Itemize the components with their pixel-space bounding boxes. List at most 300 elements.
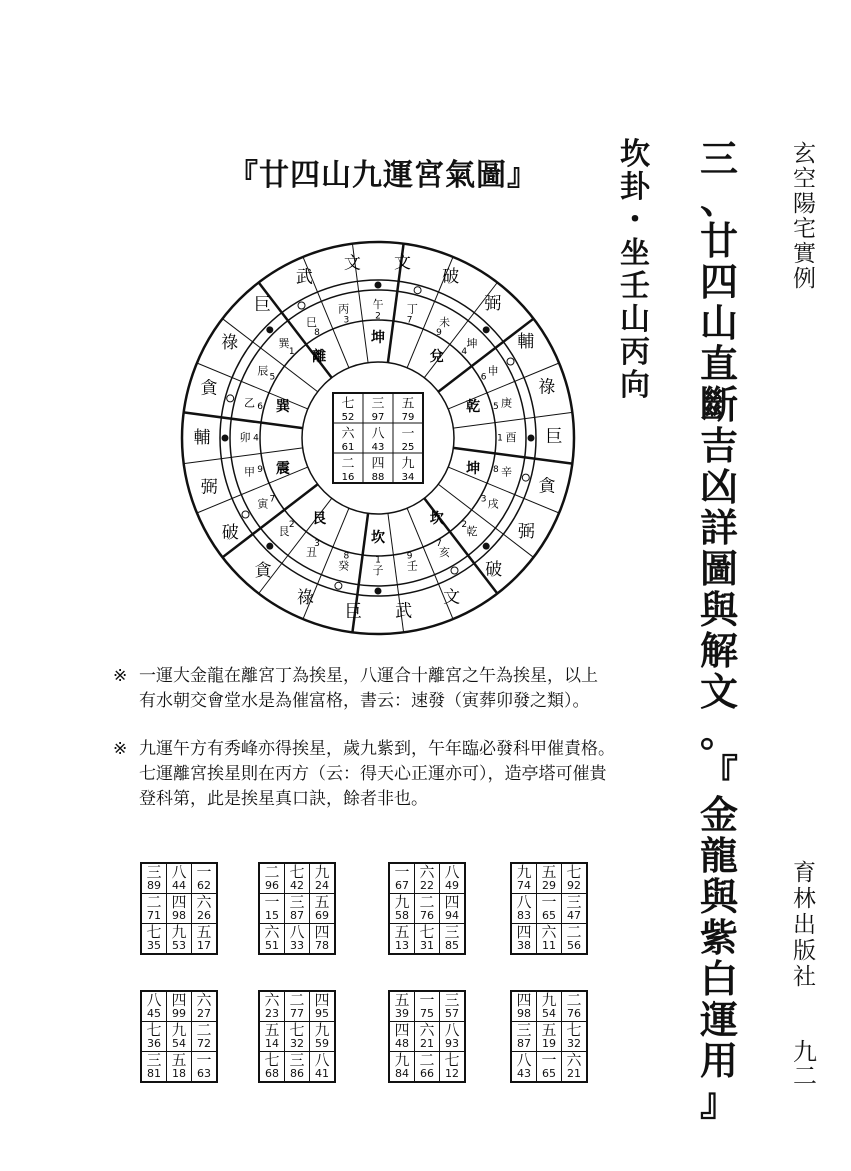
grid-nums: 95 — [315, 1007, 329, 1020]
outer-ring-label: 弼 — [200, 477, 218, 498]
trigram-label: 坤 — [466, 460, 481, 477]
grid-star: 七 — [419, 923, 435, 941]
mountain-number: 2 — [288, 519, 295, 530]
solid-dot — [528, 435, 535, 442]
mountain-number: 6 — [480, 372, 487, 383]
grid-nums: 38 — [517, 939, 531, 952]
grid-star: 七 — [566, 1021, 582, 1039]
mountain-number: 7 — [269, 494, 276, 505]
star-grid-cell — [141, 894, 167, 924]
subtitle-char: 坐 — [620, 236, 650, 271]
grid-nums: 87 — [517, 1037, 531, 1050]
star-grid-cell — [440, 863, 466, 894]
book-title-char: 宅 — [793, 216, 816, 242]
star-grid-cell — [511, 924, 537, 955]
star-grid-cell — [389, 924, 415, 955]
grid-nums: 93 — [445, 1037, 459, 1050]
note-line: 七運離宮挨星則在丙方（云：得天心正運亦可），造亭塔可催貴 — [139, 764, 607, 784]
mountain-number: 9 — [406, 551, 413, 562]
note-body — [139, 664, 598, 714]
outer-ring-label: 文 — [343, 253, 361, 274]
star-grid — [510, 862, 588, 955]
subtitle-char: ・ — [620, 203, 650, 238]
note-body — [139, 737, 615, 812]
star-grid-cell — [511, 1022, 537, 1052]
section-title-char: 紫 — [700, 915, 739, 960]
grid-star: 一 — [541, 893, 557, 911]
star-grid-cell — [192, 1052, 218, 1083]
mountain-number: 7 — [436, 539, 442, 550]
center-grid-star: 六 — [341, 426, 355, 442]
center-grid-star: 五 — [401, 396, 415, 412]
center-grid-nums: 61 — [341, 442, 355, 453]
hollow-dot — [507, 358, 514, 365]
page-number-char: 二 — [793, 1062, 817, 1090]
grid-star: 四 — [394, 1021, 410, 1039]
star-grid-cell — [537, 1022, 562, 1052]
center-grid-nums: 79 — [401, 412, 415, 423]
book-title-char: 空 — [793, 166, 816, 192]
grid-star: 二 — [419, 893, 435, 911]
note-line: 一運大金龍在離宮丁為挨星，八運合十離宮之午為挨星，以上 — [139, 666, 598, 686]
grid-star: 三 — [146, 1051, 162, 1069]
mountain-label: 丙 — [338, 302, 350, 316]
outer-ring-label: 祿 — [221, 332, 239, 353]
grid-nums: 65 — [542, 909, 556, 922]
grid-nums: 63 — [197, 1067, 211, 1080]
grid-nums: 41 — [315, 1067, 329, 1080]
star-grid-cell — [167, 924, 192, 955]
star-grid — [140, 990, 218, 1083]
outer-ring-label: 破 — [221, 523, 239, 544]
grid-nums: 81 — [147, 1067, 161, 1080]
grid-nums: 26 — [197, 909, 211, 922]
grid-nums: 23 — [265, 1007, 279, 1020]
center-grid-nums: 52 — [341, 412, 355, 423]
star-grid-cell — [259, 1052, 285, 1083]
section-title-char: 山 — [700, 300, 739, 345]
star-grid-cell — [310, 991, 336, 1022]
grid-nums: 99 — [172, 1007, 186, 1020]
outer-ring-label: 巨 — [545, 426, 563, 447]
star-grid-cell — [141, 991, 167, 1022]
trigram-label: 坎 — [429, 510, 444, 527]
mountain-number: 3 — [343, 315, 350, 326]
mountain-label: 乙 — [244, 396, 256, 410]
mountain-label: 丁 — [406, 302, 418, 316]
outer-ring-label: 文 — [443, 587, 461, 608]
grid-nums: 22 — [420, 879, 434, 892]
star-grid-cell — [415, 924, 440, 955]
grid-star: 三 — [146, 863, 162, 881]
grid-star: 二 — [196, 1021, 212, 1039]
hollow-dot — [227, 395, 234, 402]
section-title-char: 直 — [700, 341, 739, 386]
mountain-number: 8 — [343, 551, 350, 562]
grid-star: 八 — [146, 991, 162, 1009]
outer-ring-label: 輔 — [193, 428, 211, 449]
grid-star: 五 — [314, 893, 330, 911]
star-grid-cell — [562, 1022, 588, 1052]
center-grid-star: 三 — [371, 396, 385, 412]
outer-ring-label: 破 — [442, 267, 460, 288]
star-grid-cell — [259, 991, 285, 1022]
grid-star: 六 — [196, 893, 212, 911]
hollow-dot — [522, 474, 529, 481]
grid-nums: 65 — [542, 1067, 556, 1080]
grid-nums: 67 — [395, 879, 409, 892]
grid-nums: 94 — [445, 909, 459, 922]
grid-nums: 58 — [395, 909, 409, 922]
grid-star: 二 — [419, 1051, 435, 1069]
mountain-label: 辛 — [500, 465, 512, 479]
grid-nums: 77 — [290, 1007, 304, 1020]
grid-star: 二 — [566, 991, 582, 1009]
star-grid-cell — [562, 924, 588, 955]
section-title-char: 用 — [700, 1038, 739, 1083]
grid-star: 九 — [541, 991, 557, 1009]
grid-nums: 17 — [197, 939, 211, 952]
grid-star: 八 — [171, 863, 187, 881]
mountain-number: 9 — [436, 327, 442, 338]
grid-nums: 44 — [172, 879, 186, 892]
section-title-char: 文 — [700, 669, 739, 714]
section-title-char: 與 — [700, 874, 739, 919]
grid-star: 一 — [394, 863, 410, 881]
mountain-label: 午 — [372, 298, 384, 311]
grid-nums: 87 — [290, 909, 304, 922]
grid-nums: 76 — [567, 1007, 581, 1020]
grid-star: 四 — [314, 991, 330, 1009]
publisher-char: 育 — [793, 860, 816, 886]
star-grid-cell — [167, 1022, 192, 1052]
grid-nums: 57 — [445, 1007, 459, 1020]
outer-ring-label: 文 — [393, 253, 411, 274]
star-grid — [258, 990, 336, 1083]
diagram-title: 『廿四山九運宮氣圖』 — [228, 158, 538, 193]
note-mark: ※ — [113, 739, 128, 759]
star-grid-cell — [310, 1052, 336, 1083]
grid-star: 三 — [516, 1021, 532, 1039]
grid-star: 三 — [444, 991, 460, 1009]
grid-star: 七 — [146, 1021, 162, 1039]
section-title-char: 龍 — [700, 833, 739, 878]
grid-star: 九 — [516, 863, 532, 881]
star-grid-cell — [511, 863, 537, 894]
star-grid-cell — [415, 863, 440, 894]
grid-star: 五 — [541, 1021, 557, 1039]
grid-nums: 76 — [420, 909, 434, 922]
book-title-char: 玄 — [793, 141, 816, 167]
grid-nums: 68 — [265, 1067, 279, 1080]
grid-nums: 21 — [420, 1037, 434, 1050]
grid-nums: 43 — [517, 1067, 531, 1080]
grid-star: 五 — [394, 991, 410, 1009]
grid-star: 五 — [264, 1021, 280, 1039]
section-title-char: 詳 — [700, 505, 739, 550]
star-grid-cell — [310, 894, 336, 924]
page-number — [793, 1040, 817, 1088]
outer-ring-label: 祿 — [538, 377, 556, 398]
trigram-label: 艮 — [312, 510, 327, 527]
outer-ring-label: 武 — [395, 601, 413, 622]
grid-nums: 29 — [542, 879, 556, 892]
grid-star: 四 — [516, 923, 532, 941]
grid-star: 四 — [516, 991, 532, 1009]
grid-star: 一 — [196, 863, 212, 881]
grid-star: 四 — [171, 893, 187, 911]
solid-dot — [266, 326, 273, 333]
trigram-label: 坎 — [371, 530, 385, 546]
grid-nums: 39 — [395, 1007, 409, 1020]
grid-star: 一 — [264, 893, 280, 911]
grid-nums: 85 — [445, 939, 459, 952]
section-title-char: 斷 — [700, 382, 739, 427]
grid-star: 一 — [541, 1051, 557, 1069]
grid-nums: 72 — [197, 1037, 211, 1050]
mountain-number: 9 — [257, 465, 264, 476]
grid-star: 六 — [264, 991, 280, 1009]
mountain-label: 亥 — [439, 546, 450, 560]
grid-nums: 48 — [395, 1037, 409, 1050]
star-grid-cell — [537, 991, 562, 1022]
outer-ring-label: 祿 — [296, 587, 314, 608]
grid-star: 九 — [314, 1021, 330, 1039]
center-grid-star: 九 — [401, 456, 415, 472]
grid-star: 七 — [566, 863, 582, 881]
outer-ring-label: 輔 — [517, 331, 535, 352]
center-grid-star: 八 — [371, 426, 385, 442]
grid-star: 六 — [264, 923, 280, 941]
mountain-label: 庚 — [500, 396, 512, 410]
star-grid-cell — [141, 1052, 167, 1083]
star-grid-cell — [389, 1052, 415, 1083]
grid-nums: 89 — [147, 879, 161, 892]
grid-nums: 42 — [290, 879, 304, 892]
section-title-char: 解 — [700, 628, 739, 673]
subtitle-char: 山 — [620, 302, 650, 337]
grid-nums: 47 — [567, 909, 581, 922]
mountain-number: 5 — [492, 401, 499, 412]
grid-star: 六 — [419, 1021, 435, 1039]
star-grid-cell — [389, 991, 415, 1022]
grid-star: 九 — [394, 1051, 410, 1069]
trigram-label: 兌 — [429, 349, 444, 366]
section-title-char: 吉 — [700, 423, 739, 468]
star-grid-cell — [562, 991, 588, 1022]
grid-nums: 98 — [517, 1007, 531, 1020]
grid-nums: 15 — [265, 909, 279, 922]
star-grid-cell — [310, 863, 336, 894]
star-grid-cell — [259, 863, 285, 894]
star-grid-cell — [141, 1022, 167, 1052]
subtitle-char: 卦 — [620, 170, 650, 205]
grid-nums: 35 — [147, 939, 161, 952]
mountain-number: 1 — [375, 555, 381, 566]
grid-star: 九 — [171, 1021, 187, 1039]
star-grid-cell — [537, 1052, 562, 1083]
star-grid-cell — [259, 894, 285, 924]
star-grid-cell — [285, 991, 310, 1022]
solid-dot — [483, 543, 490, 550]
star-grid-cell — [141, 924, 167, 955]
star-grid-cell — [415, 991, 440, 1022]
star-grid-cell — [415, 1022, 440, 1052]
grid-nums: 31 — [420, 939, 434, 952]
mountain-number: 7 — [406, 315, 413, 326]
grid-nums: 13 — [395, 939, 409, 952]
hollow-dot — [451, 567, 458, 574]
section-title-char: 四 — [700, 259, 739, 304]
grid-nums: 11 — [542, 939, 556, 952]
star-grid-cell — [511, 991, 537, 1022]
grid-nums: 98 — [172, 909, 186, 922]
publisher-char: 林 — [793, 886, 816, 912]
star-grid-cell — [511, 894, 537, 924]
grid-nums: 54 — [172, 1037, 186, 1050]
star-grid-cell — [285, 1022, 310, 1052]
mountain-label: 艮 — [278, 525, 290, 539]
note-mark: ※ — [113, 666, 128, 686]
subtitle-char: 坎 — [620, 137, 650, 172]
center-grid-nums: 43 — [371, 442, 385, 453]
hollow-dot — [414, 287, 421, 294]
mountain-number: 1 — [497, 433, 503, 444]
trigram-label: 坤 — [371, 330, 385, 346]
trigram-label: 乾 — [466, 399, 481, 416]
star-grid-cell — [285, 1052, 310, 1083]
grid-star: 一 — [419, 991, 435, 1009]
grid-nums: 83 — [517, 909, 531, 922]
grid-nums: 62 — [197, 879, 211, 892]
book-title — [793, 143, 816, 293]
grid-nums: 51 — [265, 939, 279, 952]
grid-star: 二 — [264, 863, 280, 881]
mountain-label: 子 — [372, 564, 384, 577]
grid-nums: 32 — [290, 1037, 304, 1050]
grid-nums: 66 — [420, 1067, 434, 1080]
star-grid-cell — [310, 1022, 336, 1052]
grid-nums: 54 — [542, 1007, 556, 1020]
star-grid-cell — [389, 863, 415, 894]
mountain-number: 4 — [461, 347, 468, 358]
grid-nums: 45 — [147, 1007, 161, 1020]
grid-star: 八 — [444, 1021, 460, 1039]
grid-star: 五 — [196, 923, 212, 941]
grid-nums: 96 — [265, 879, 279, 892]
grid-nums: 59 — [315, 1037, 329, 1050]
outer-ring-label: 破 — [485, 560, 503, 581]
star-grid-cell — [562, 1052, 588, 1083]
center-grid-star: 四 — [371, 456, 385, 472]
publisher-char: 出 — [793, 912, 816, 938]
outer-ring-label: 貪 — [538, 476, 556, 497]
grid-star: 九 — [394, 893, 410, 911]
star-grid-cell — [167, 863, 192, 894]
subtitle-char: 丙 — [620, 335, 650, 370]
mountain-number: 8 — [492, 465, 499, 476]
star-grid-cell — [167, 991, 192, 1022]
book-title-char: 實 — [793, 241, 816, 267]
star-grid-cell — [537, 894, 562, 924]
grid-star: 五 — [394, 923, 410, 941]
note-line: 登科第，此是挨星真口訣，餘者非也。 — [139, 789, 428, 809]
star-grid-cell — [192, 1022, 218, 1052]
grid-star: 七 — [146, 923, 162, 941]
outer-ring-label: 弼 — [517, 522, 535, 543]
star-grid — [388, 990, 466, 1083]
mountain-number: 4 — [253, 433, 259, 444]
center-grid-star: 二 — [341, 456, 355, 472]
outer-ring-label: 弼 — [484, 294, 502, 315]
grid-star: 九 — [171, 923, 187, 941]
star-grid — [510, 990, 588, 1083]
star-grid-cell — [192, 991, 218, 1022]
mountain-label: 坤 — [466, 336, 478, 350]
section-title-char: 』 — [700, 1079, 739, 1124]
section-title — [700, 136, 739, 1124]
section-title-char: 三 — [700, 136, 739, 181]
star-grid-cell — [562, 894, 588, 924]
solid-dot — [222, 435, 229, 442]
star-grid — [388, 862, 466, 955]
grid-nums: 84 — [395, 1067, 409, 1080]
mountain-label: 未 — [439, 315, 450, 329]
grid-star: 三 — [444, 923, 460, 941]
star-grid-cell — [440, 894, 466, 924]
mountain-label: 癸 — [338, 559, 350, 573]
center-grid-nums: 97 — [371, 412, 385, 423]
center-grid-nums: 16 — [341, 472, 355, 483]
grid-star: 六 — [196, 991, 212, 1009]
mountain-label: 丑 — [306, 546, 317, 560]
grid-nums: 75 — [420, 1007, 434, 1020]
star-grid-cell — [167, 1052, 192, 1083]
mountain-label: 巽 — [278, 336, 290, 350]
star-grid-cell — [192, 894, 218, 924]
mountain-number: 2 — [375, 311, 381, 322]
subtitle-char: 向 — [620, 368, 650, 403]
grid-nums: 18 — [172, 1067, 186, 1080]
note-line: 有水朝交會堂水是為催富格，書云：速發（寅葬卯發之類）。 — [139, 691, 590, 711]
trigram-label: 震 — [275, 460, 290, 477]
star-grid-cell — [259, 924, 285, 955]
hollow-dot — [298, 302, 305, 309]
grid-nums: 78 — [315, 939, 329, 952]
grid-nums: 21 — [567, 1067, 581, 1080]
grid-star: 八 — [516, 893, 532, 911]
center-grid-nums: 88 — [371, 472, 385, 483]
grid-star: 七 — [289, 1021, 305, 1039]
trigram-label: 巽 — [275, 399, 290, 416]
section-title-char: 金 — [700, 792, 739, 837]
grid-star: 七 — [444, 1051, 460, 1069]
grid-star: 五 — [541, 863, 557, 881]
center-grid-nums: 25 — [401, 442, 415, 453]
solid-dot — [266, 543, 273, 550]
grid-nums: 71 — [147, 909, 161, 922]
star-grid-cell — [285, 863, 310, 894]
mountain-label: 壬 — [406, 559, 418, 573]
palace-wheel-diagram — [178, 238, 578, 638]
star-grid-cell — [310, 924, 336, 955]
mountain-number: 6 — [257, 401, 264, 412]
grid-star: 六 — [566, 1051, 582, 1069]
grid-nums: 24 — [315, 879, 329, 892]
mountain-label: 卯 — [239, 431, 251, 444]
outer-ring-label: 貪 — [200, 378, 218, 399]
star-grid-cell — [440, 924, 466, 955]
